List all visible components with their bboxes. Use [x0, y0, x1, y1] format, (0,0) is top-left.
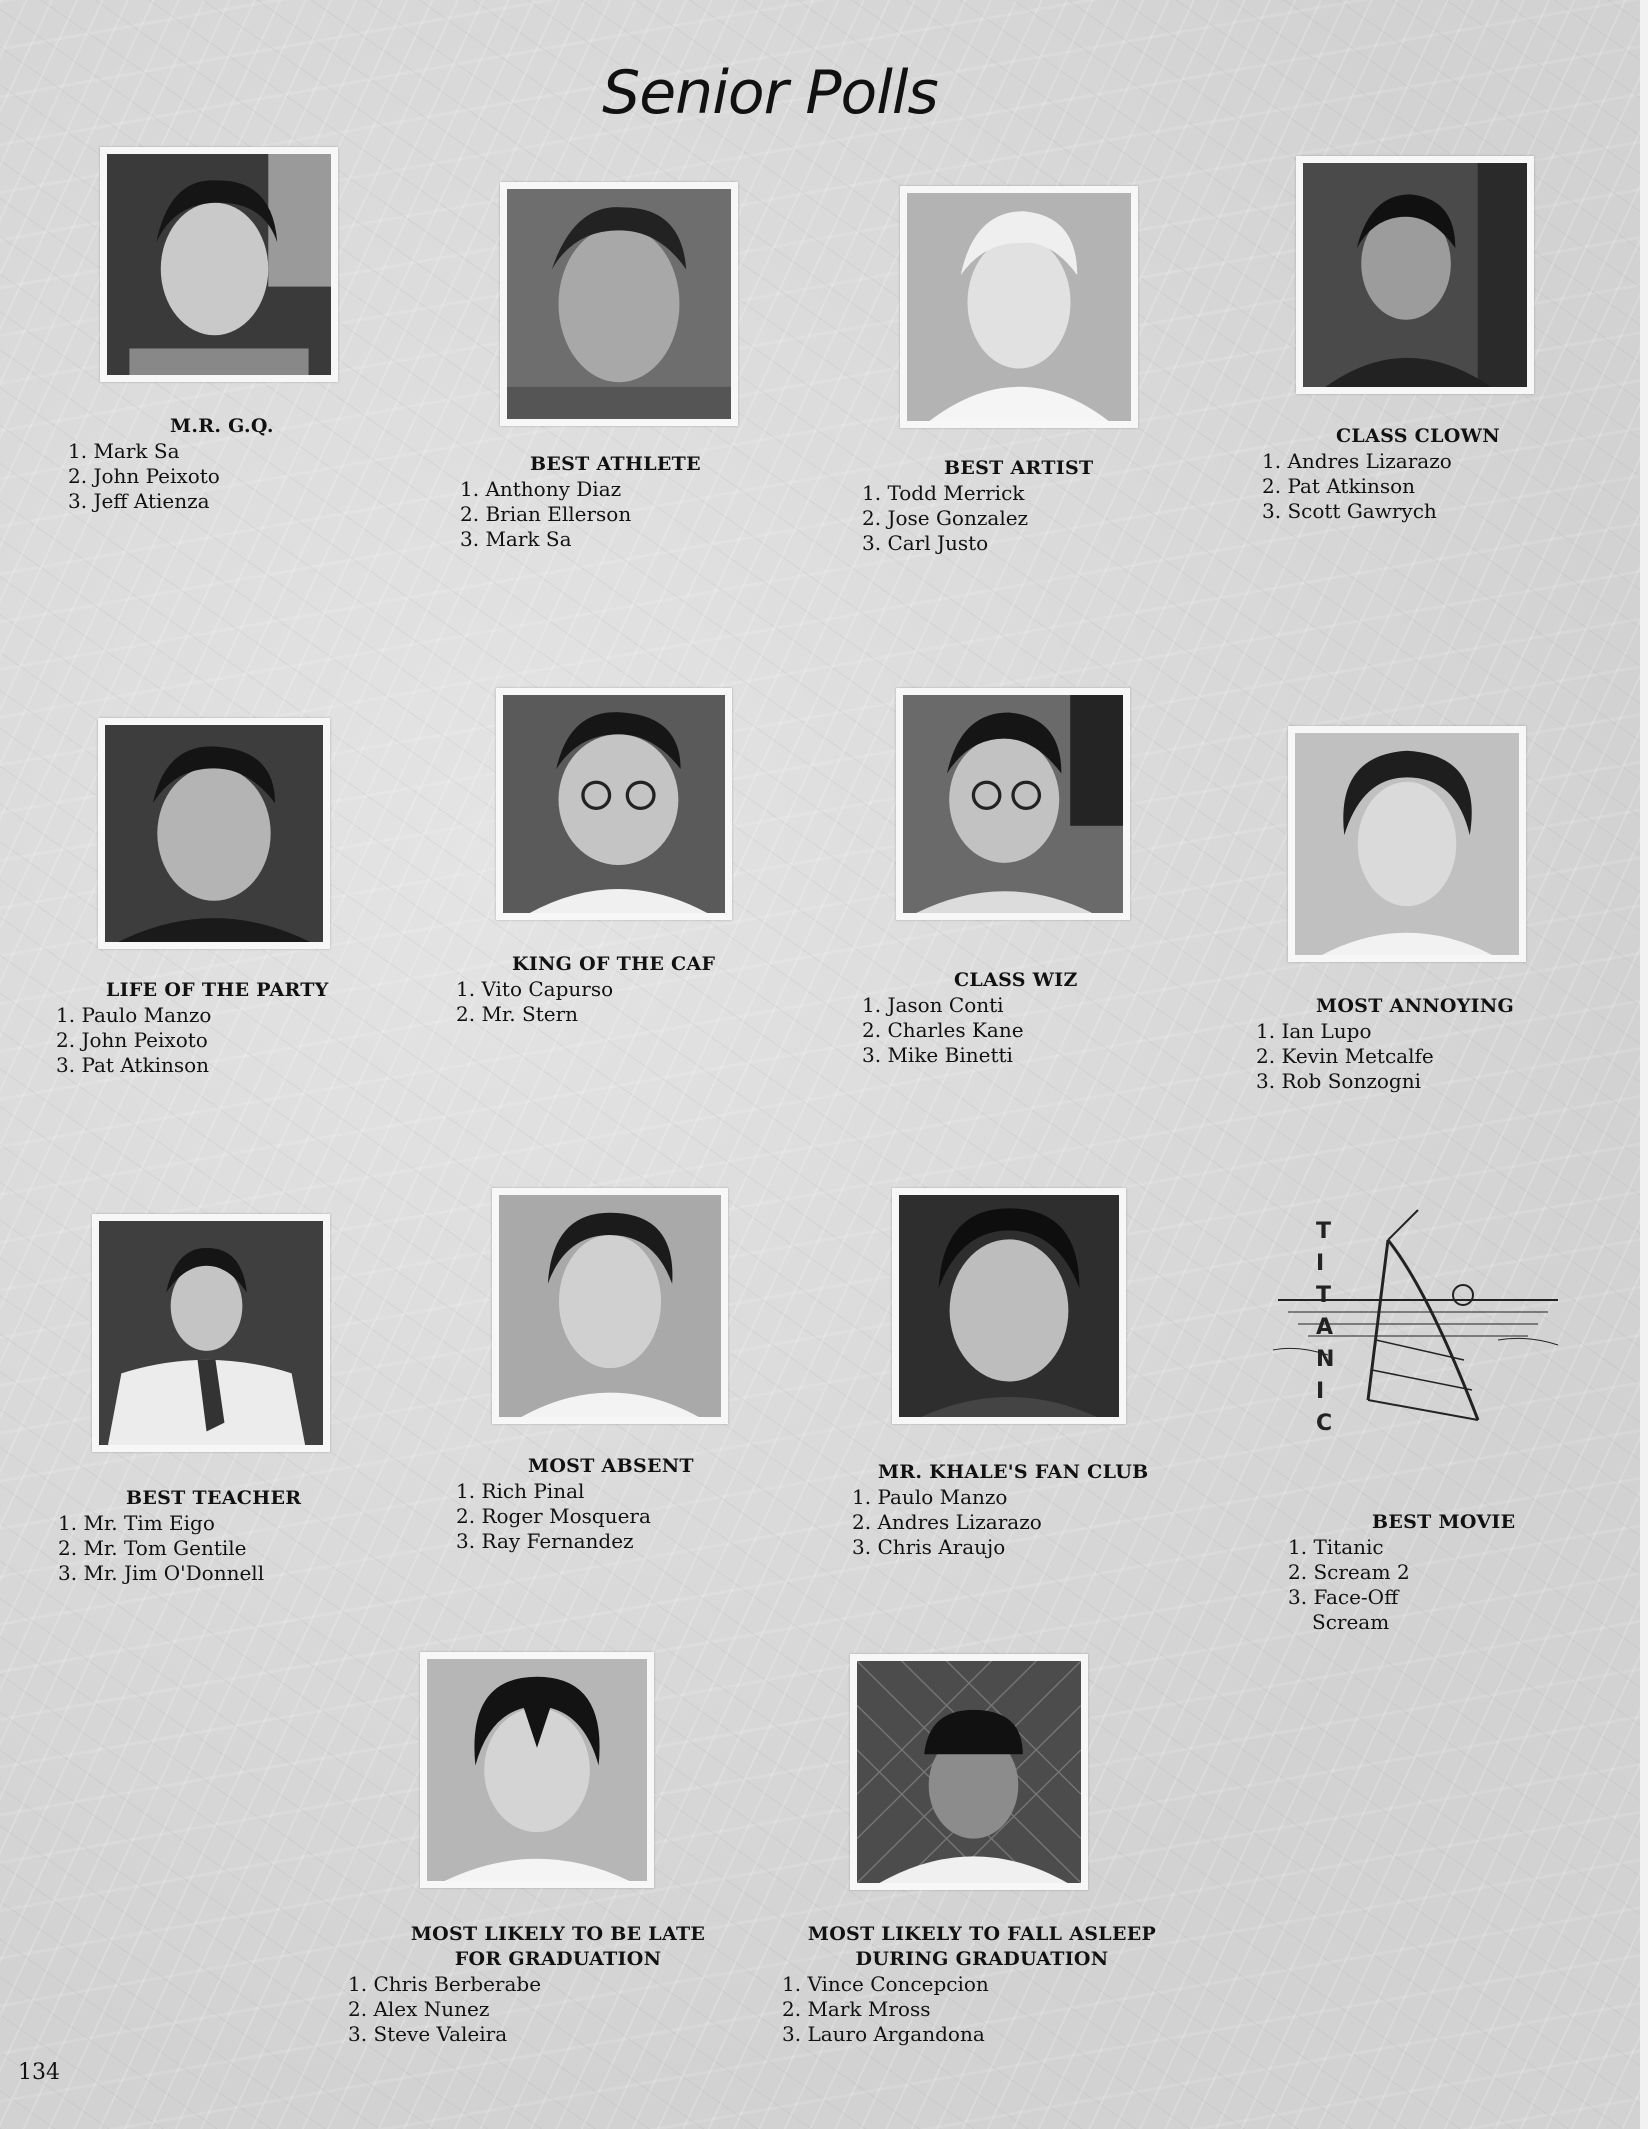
poll-most-annoying: [1256, 994, 1596, 1094]
photo-best-athlete: [500, 182, 738, 426]
poll-entry: 1. Vito Capurso: [456, 977, 614, 1001]
poll-heading: M.R. G.Q.: [170, 415, 274, 437]
photo-most-absent: [492, 1188, 728, 1424]
poll-entry: 2. Pat Atkinson: [1262, 474, 1416, 498]
poll-heading: BEST ARTIST: [944, 457, 1094, 479]
photo-asleep-during-graduation: [850, 1654, 1088, 1890]
poll-khale-fan-club: [852, 1460, 1212, 1560]
photo-class-clown: [1296, 156, 1534, 394]
photo-late-for-graduation: [420, 1652, 654, 1888]
poll-heading: BEST MOVIE: [1372, 1511, 1516, 1533]
photo-mrgq: [100, 147, 338, 382]
poll-best-teacher: [58, 1486, 398, 1586]
poll-heading: BEST TEACHER: [126, 1487, 302, 1509]
poll-heading: BEST ATHLETE: [530, 453, 701, 475]
svg-text:C: C: [1316, 1411, 1333, 1436]
poll-entry: 2. Scream 2: [1288, 1560, 1410, 1584]
poll-entry: 1. Rich Pinal: [456, 1479, 585, 1503]
poll-entry: 2. Charles Kane: [862, 1018, 1024, 1042]
poll-best-artist: [862, 456, 1192, 556]
poll-entry: 3. Scott Gawrych: [1262, 499, 1437, 523]
poll-entry: 1. Titanic: [1288, 1535, 1384, 1559]
photo-most-annoying: [1288, 726, 1526, 962]
poll-most-absent: [456, 1454, 786, 1554]
poll-entry: 1. Paulo Manzo: [852, 1485, 1008, 1509]
poll-class-clown: [1262, 424, 1602, 524]
poll-heading: CLASS WIZ: [954, 969, 1078, 991]
poll-entry: 1. Todd Merrick: [862, 481, 1025, 505]
poll-heading: MOST ABSENT: [528, 1455, 694, 1477]
poll-entry: 3. Lauro Argandona: [782, 2022, 985, 2046]
poll-entry: 2. Mr. Tom Gentile: [58, 1536, 247, 1560]
poll-entry: 2. Andres Lizarazo: [852, 1510, 1042, 1534]
poll-entry: 3. Steve Valeira: [348, 2022, 508, 2046]
photo-best-teacher: [92, 1214, 330, 1452]
poll-heading: KING OF THE CAF: [512, 953, 716, 975]
poll-entry: 3. Mike Binetti: [862, 1043, 1013, 1067]
poll-entry: 1. Paulo Manzo: [56, 1003, 212, 1027]
poll-entry: 3. Mark Sa: [460, 527, 572, 551]
poll-life-of-the-party: [56, 978, 396, 1078]
poll-entry: 3. Pat Atkinson: [56, 1053, 210, 1077]
poll-entry: 3. Ray Fernandez: [456, 1529, 634, 1553]
poll-entry: 3. Carl Justo: [862, 531, 989, 555]
poll-entry: 1. Mark Sa: [68, 439, 180, 463]
poll-entry: 3. Jeff Atienza: [68, 489, 210, 513]
poll-entry: 3. Mr. Jim O'Donnell: [58, 1561, 265, 1585]
poll-entry: 3. Chris Araujo: [852, 1535, 1006, 1559]
poll-class-wiz: [862, 968, 1192, 1068]
poll-entry: 1. Jason Conti: [862, 993, 1004, 1017]
poll-entry: 2. Alex Nunez: [348, 1997, 490, 2021]
poll-asleep-during-graduation: [782, 1922, 1202, 2047]
poll-heading: MOST LIKELY TO FALL ASLEEP DURING GRADUATION: [807, 1923, 1157, 1970]
poll-entry-extra: Scream: [1312, 1610, 1390, 1634]
titanic-sketch: [1268, 1200, 1568, 1450]
poll-entry: 1. Mr. Tim Eigo: [58, 1511, 215, 1535]
svg-text:I: I: [1316, 1379, 1325, 1404]
poll-entry: 1. Chris Berberabe: [348, 1972, 542, 1996]
photo-best-artist: [900, 186, 1138, 428]
poll-mrgq: [68, 414, 398, 514]
poll-entry: 3. Rob Sonzogni: [1256, 1069, 1421, 1093]
poll-heading: MOST ANNOYING: [1316, 995, 1515, 1017]
photo-life-of-the-party: [98, 718, 330, 949]
svg-text:N: N: [1316, 1347, 1335, 1372]
poll-entry: 2. Jose Gonzalez: [862, 506, 1029, 530]
poll-entry: 1. Ian Lupo: [1256, 1019, 1372, 1043]
svg-text:I: I: [1316, 1251, 1325, 1276]
poll-best-athlete: [460, 452, 790, 552]
poll-entry: 1. Anthony Diaz: [460, 477, 622, 501]
poll-entry: 2. Mr. Stern: [456, 1002, 579, 1026]
poll-entry: 2. John Peixoto: [56, 1028, 208, 1052]
poll-entry: 2. Kevin Metcalfe: [1256, 1044, 1434, 1068]
poll-entry: 2. John Peixoto: [68, 464, 220, 488]
poll-entry: 1. Andres Lizarazo: [1262, 449, 1452, 473]
photo-khale-fan-club: [892, 1188, 1126, 1424]
poll-heading: LIFE OF THE PARTY: [106, 979, 329, 1001]
poll-entry: 2. Mark Mross: [782, 1997, 931, 2021]
poll-king-of-the-caf: [456, 952, 786, 1027]
photo-king-of-the-caf: [496, 688, 732, 920]
page-edge: [1640, 0, 1648, 2129]
poll-heading: MOST LIKELY TO BE LATE FOR GRADUATION: [410, 1923, 706, 1970]
poll-entry: 3. Face-Off: [1288, 1585, 1399, 1609]
poll-late-for-graduation: [348, 1922, 768, 2047]
svg-text:T: T: [1316, 1219, 1332, 1244]
poll-entry: 2. Brian Ellerson: [460, 502, 632, 526]
poll-heading: MR. KHALE'S FAN CLUB: [878, 1461, 1149, 1483]
svg-text:T: T: [1316, 1283, 1332, 1308]
poll-entry: 2. Roger Mosquera: [456, 1504, 651, 1528]
poll-entry: 1. Vince Concepcion: [782, 1972, 989, 1996]
svg-text:A: A: [1316, 1315, 1334, 1340]
poll-best-movie: [1288, 1510, 1608, 1635]
page-title: Senior Polls: [602, 58, 938, 128]
poll-heading: CLASS CLOWN: [1336, 425, 1500, 447]
page-number: 134: [18, 2060, 60, 2085]
photo-class-wiz: [896, 688, 1130, 920]
